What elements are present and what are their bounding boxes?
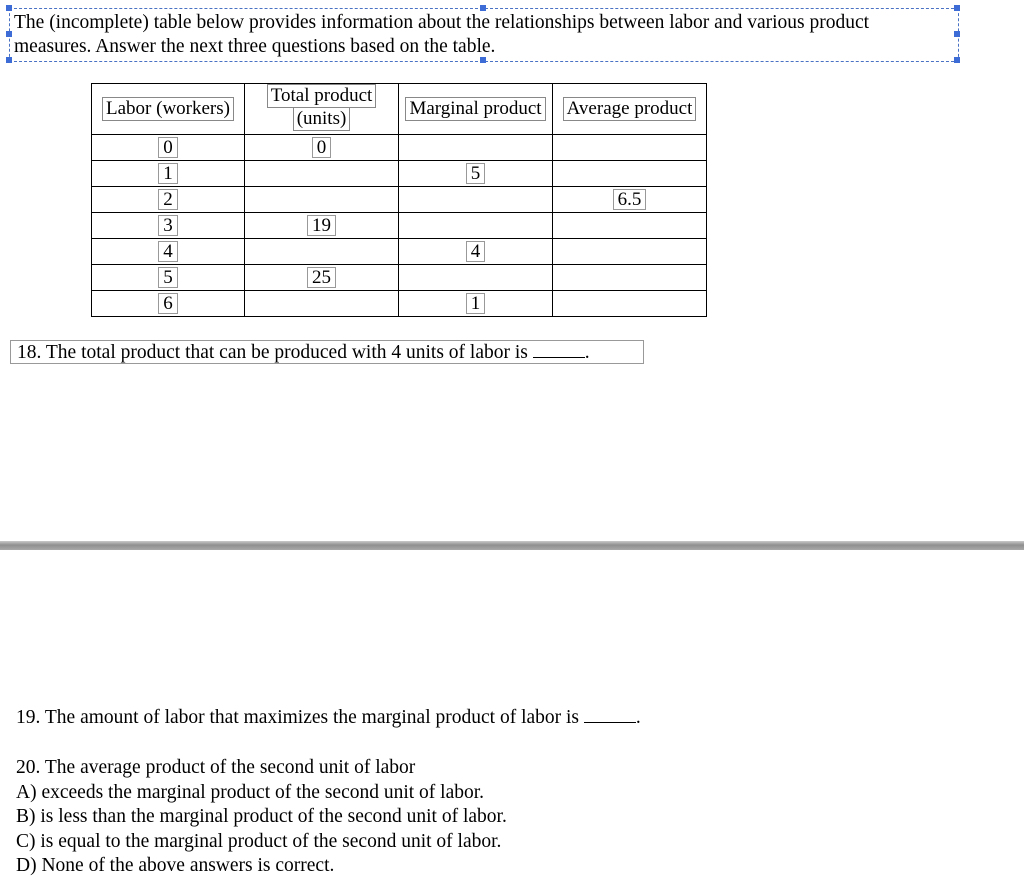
question-18[interactable] <box>10 340 644 364</box>
header-labor: Labor (workers) <box>92 84 245 135</box>
table-row <box>92 291 707 317</box>
cell-marginal[interactable] <box>399 239 553 265</box>
cell-value: 1 <box>158 163 178 184</box>
labor-product-table <box>91 83 707 317</box>
cell-average[interactable] <box>553 135 707 161</box>
intro-line-1: The (incomplete) table below provides information about the relationships between labor and various product <box>14 12 870 33</box>
option-a: A) exceeds the marginal product of the second unit of labor. <box>16 781 485 803</box>
answer-blank-18[interactable] <box>533 343 585 358</box>
cell-value: 6.5 <box>613 189 647 210</box>
table-body <box>92 135 707 317</box>
question-20-stem: 20. The average product of the second unit of labor <box>16 757 416 778</box>
cell-marginal[interactable] <box>399 161 553 187</box>
cell-value: 0 <box>158 137 178 158</box>
cell-total[interactable] <box>245 265 399 291</box>
table-row <box>92 239 707 265</box>
cell-average[interactable] <box>553 291 707 317</box>
cell-marginal[interactable] <box>399 135 553 161</box>
cell-value: 0 <box>312 137 332 158</box>
cell-value: 6 <box>158 293 178 314</box>
question-18-text: 18. The total product that can be produced with 4 units of labor is <box>17 342 528 363</box>
question-19-end: . <box>635 707 641 728</box>
cell-value: 1 <box>466 293 486 314</box>
resize-handle-bottom-left[interactable] <box>6 57 12 63</box>
cell-average[interactable] <box>553 265 707 291</box>
header-marginal-product: Marginal product <box>399 84 553 135</box>
cell-labor[interactable] <box>92 135 245 161</box>
table-header-row <box>92 84 707 135</box>
cell-average[interactable] <box>553 187 707 213</box>
option-c: C) is equal to the marginal product of the second unit of labor. <box>16 830 502 852</box>
cell-value: 3 <box>158 215 178 236</box>
answer-blank-19[interactable] <box>584 708 636 723</box>
table-row <box>92 213 707 239</box>
table-row <box>92 187 707 213</box>
cell-total[interactable] <box>245 187 399 213</box>
page-divider <box>0 541 1024 550</box>
cell-total[interactable] <box>245 239 399 265</box>
cell-value: 2 <box>158 189 178 210</box>
question-18-end: . <box>584 342 590 363</box>
resize-handle-top-left[interactable] <box>6 5 12 11</box>
cell-total[interactable] <box>245 291 399 317</box>
cell-total[interactable] <box>245 161 399 187</box>
cell-marginal[interactable] <box>399 187 553 213</box>
header-total-product: Total product (units) <box>245 84 399 135</box>
cell-labor[interactable] <box>92 291 245 317</box>
cell-value: 5 <box>466 163 486 184</box>
intro-line-2: measures. Answer the next three questions based on the table. <box>14 36 496 57</box>
cell-marginal[interactable] <box>399 265 553 291</box>
cell-marginal[interactable] <box>399 213 553 239</box>
table-row <box>92 135 707 161</box>
resize-handle-middle-left[interactable] <box>6 31 12 37</box>
cell-labor[interactable] <box>92 265 245 291</box>
table-row <box>92 265 707 291</box>
intro-paragraph[interactable] <box>14 11 959 59</box>
cell-value: 25 <box>307 267 336 288</box>
option-b: B) is less than the marginal product of the second unit of labor. <box>16 806 507 827</box>
cell-value: 19 <box>307 215 336 236</box>
cell-value: 5 <box>158 267 178 288</box>
cell-average[interactable] <box>553 213 707 239</box>
table-row <box>92 161 707 187</box>
cell-labor[interactable] <box>92 187 245 213</box>
cell-average[interactable] <box>553 239 707 265</box>
cell-labor[interactable] <box>92 239 245 265</box>
option-d: D) None of the above answers is correct. <box>16 855 335 876</box>
header-average-product: Average product <box>553 84 707 135</box>
question-20 <box>16 756 507 879</box>
question-19-text: 19. The amount of labor that maximizes the marginal product of labor is <box>16 707 580 728</box>
cell-total[interactable] <box>245 213 399 239</box>
cell-total[interactable] <box>245 135 399 161</box>
cell-average[interactable] <box>553 161 707 187</box>
cell-labor[interactable] <box>92 161 245 187</box>
cell-value: 4 <box>466 241 486 262</box>
question-19 <box>16 706 641 730</box>
cell-labor[interactable] <box>92 213 245 239</box>
cell-value: 4 <box>158 241 178 262</box>
cell-marginal[interactable] <box>399 291 553 317</box>
